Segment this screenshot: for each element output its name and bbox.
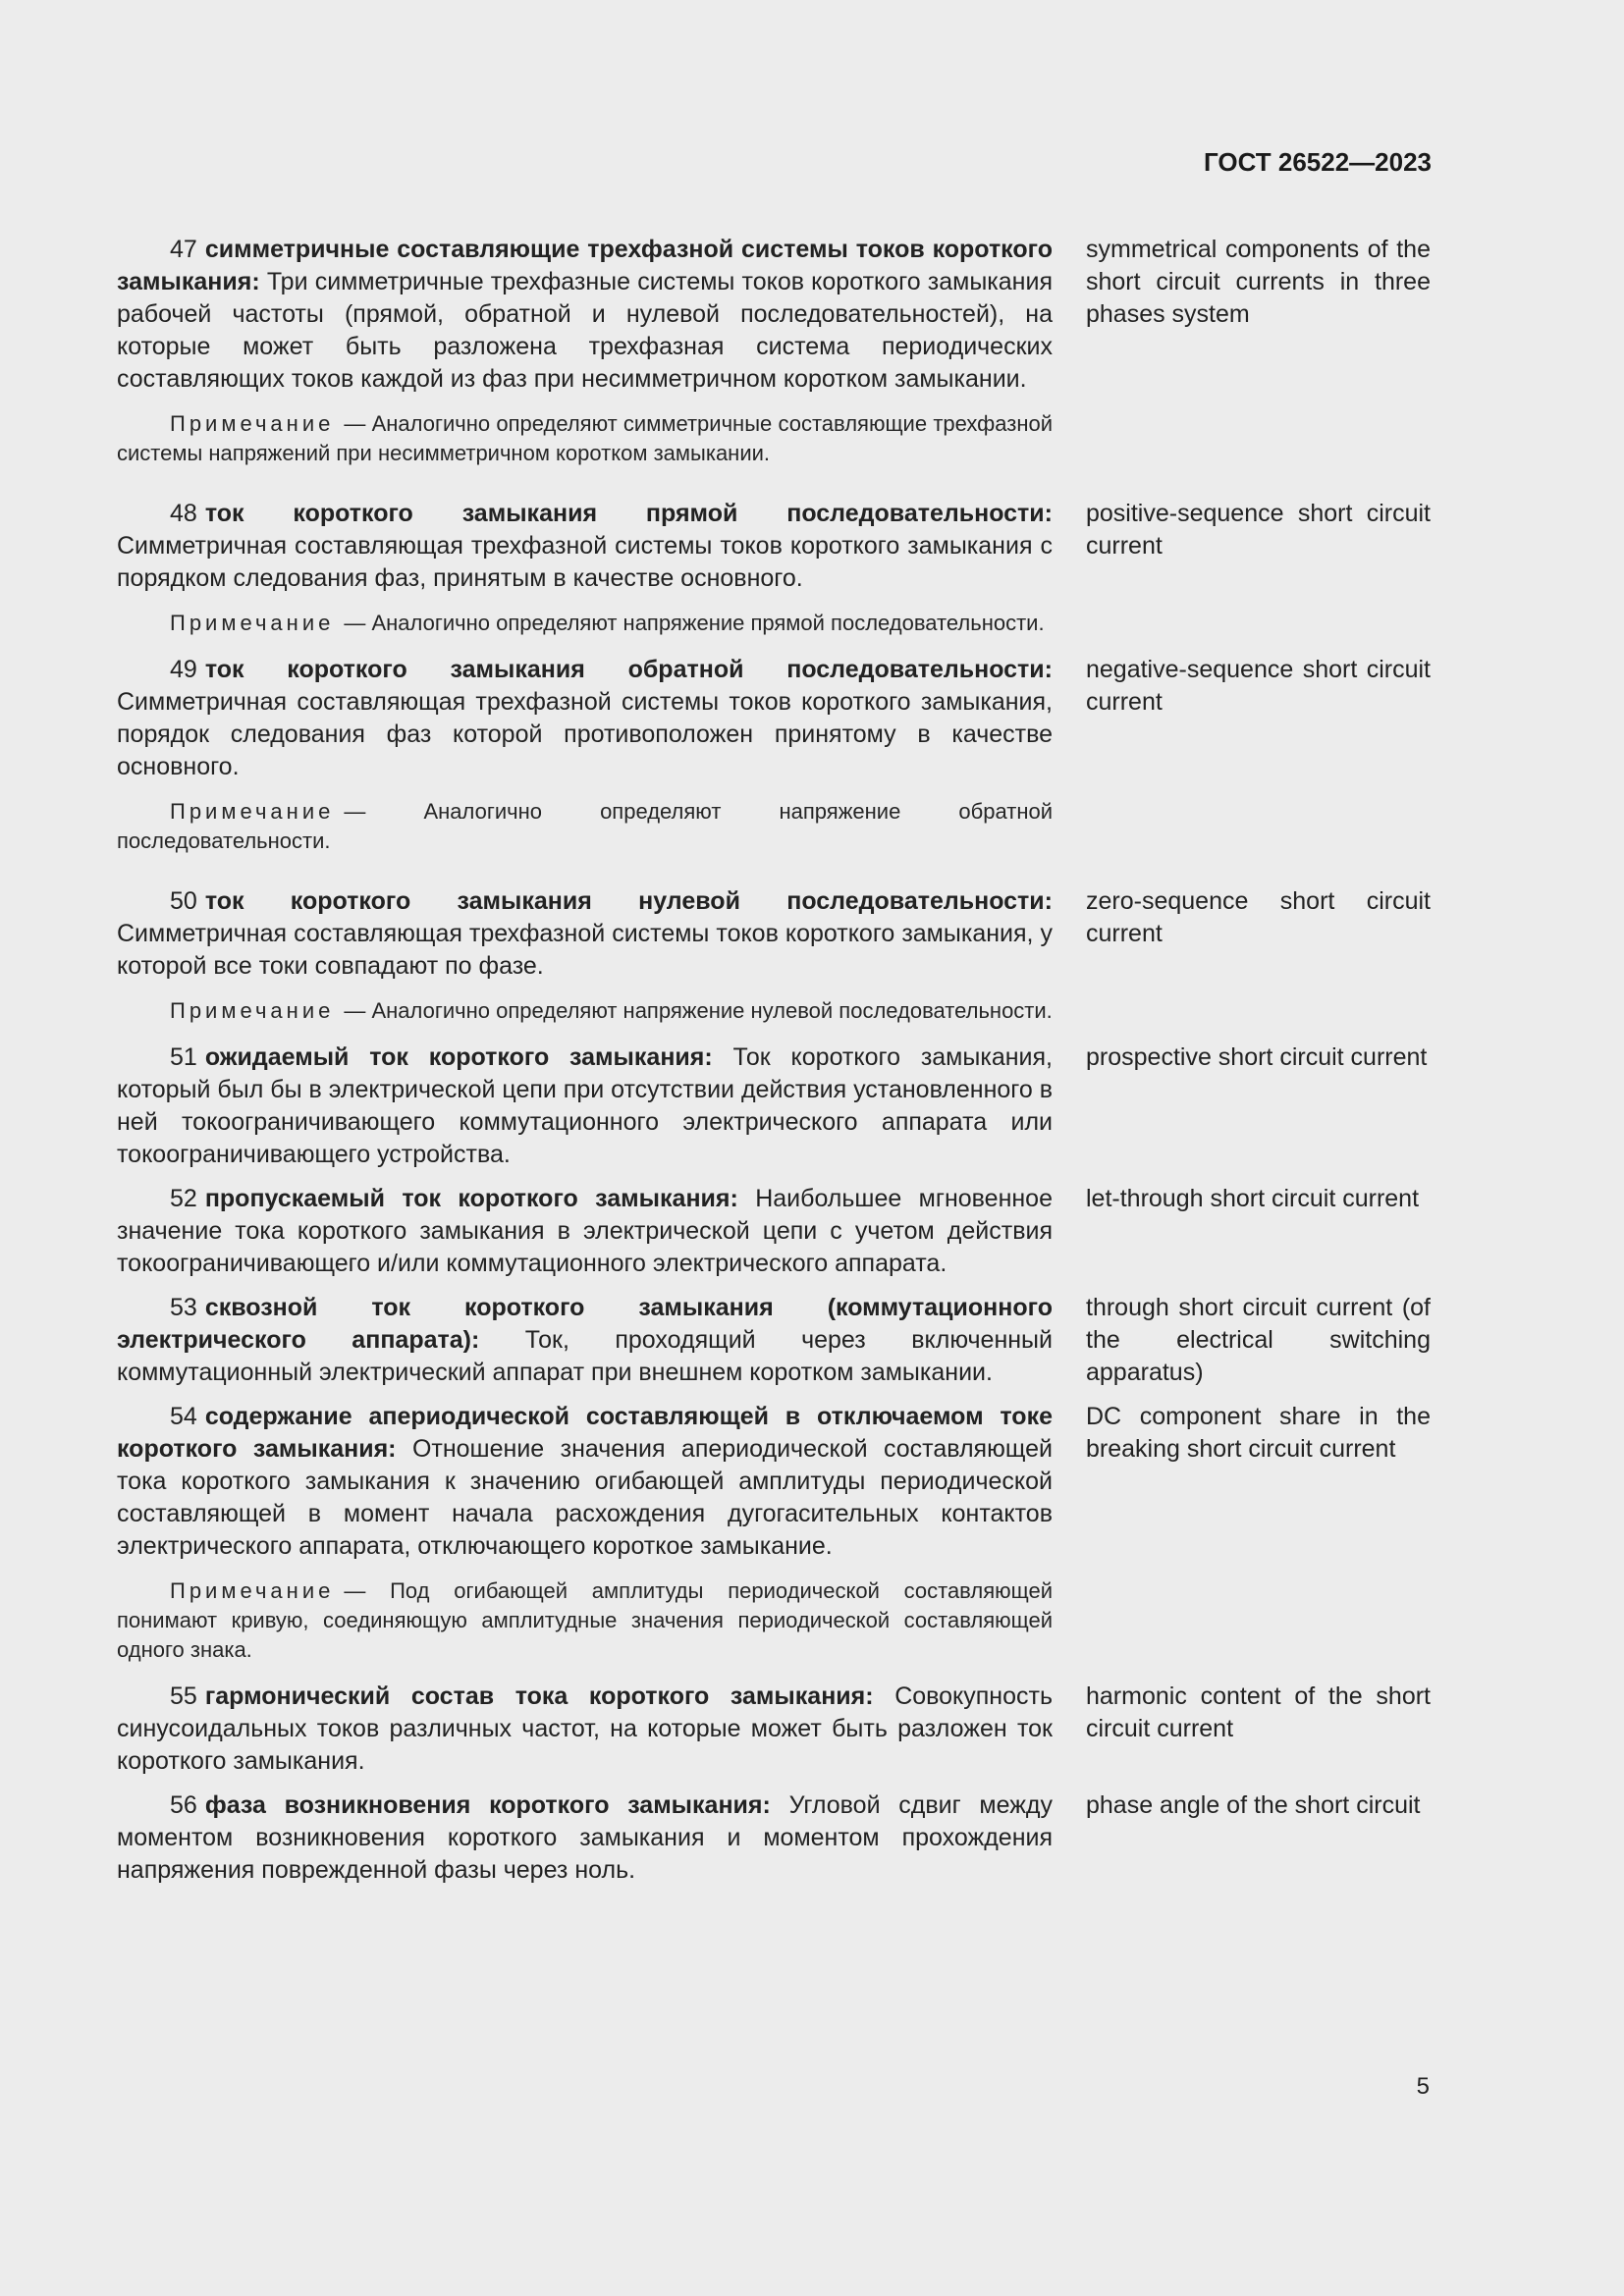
page-number: 5 [1416,2073,1430,2100]
term-definition-text: Ток короткого замыкания, который был бы в электрической цепи при отсутствии действия установленного в ней токоограничивающего коммутационного электрического аппарата или токоограничивающего устройства. [117,1043,1054,1168]
note-label: Примечание [170,611,335,635]
term-definition-ru [117,1183,1053,1280]
term-name: ток короткого замыкания прямой последовательности: [204,500,1053,527]
note-label: Примечание [170,799,335,824]
term-english: zero-sequence short circuit current [1086,887,1431,947]
term-number: 49 [170,656,197,683]
term-entry-52 [117,1183,1431,1280]
term-definition-text: Совокупность синусоидальных токов различных частот, на которые может быть разложен ток короткого замыкания. [117,1682,1053,1775]
term-name: фаза возникновения короткого замыкания: [204,1791,771,1819]
term-english: symmetrical components of the short circuit currents in three phases system [1086,236,1431,328]
term-definition-text: Три симметричные трехфазные системы токов короткого замыкания рабочей частоты (прямой, обратной и нулевой последовательностей), на которые может быть разложена трехфазная система периодических составляющих токов каждой из фаз при несимметричном коротком замыкании. [117,268,1053,393]
note-text: — Под огибающей амплитуды периодической составляющей понимают кривую, соединяющую амплитудные значения периодической составляющей одного знака. [117,1578,1053,1662]
term-english: positive-sequence short circuit current [1086,500,1431,560]
term-name: ток короткого замыкания нулевой последовательности: [204,887,1053,915]
term-definition-text: Отношение значения апериодической составляющей тока короткого замыкания к значению огибающей амплитуды периодической составляющей в момент начала расхождения дугогасительных контактов электрического аппарата, отключающего короткое замыкание. [117,1435,1053,1560]
note-text: — Аналогично определяют напряжение обратной последовательности. [117,799,1053,853]
term-definition-ru [117,885,1053,983]
term-definition-text: Симметричная составляющая трехфазной системы токов короткого замыкания, у которой все токи совпадают по фазе. [117,920,1053,980]
term-name: ожидаемый ток короткого замыкания: [204,1043,713,1071]
terms-list [117,234,1431,1887]
term-definition-text: Угловой сдвиг между моментом возникновения короткого замыкания и моментом прохождения напряжения поврежденной фазы через ноль. [117,1791,1054,1884]
term-number: 50 [170,887,197,915]
term-entry-50 [117,885,1431,983]
term-english: through short circuit current (of the electrical switching apparatus) [1086,1294,1431,1386]
term-english: prospective short circuit current [1086,1043,1428,1071]
term-english: harmonic content of the short circuit current [1086,1682,1431,1742]
term-definition-text: Наибольшее мгновенное значение тока короткого замыкания в электрической цепи с учетом действия токоограничивающего и/или коммутационного электрического аппарата. [117,1185,1053,1277]
note-text: — Аналогично определяют напряжение нулевой последовательности. [344,998,1053,1023]
term-note-47 [117,409,1053,468]
term-number: 53 [170,1294,197,1321]
term-english: let-through short circuit current [1086,1185,1420,1212]
term-number: 51 [170,1043,197,1071]
term-definition-ru [117,1041,1053,1171]
term-definition-ru [117,1292,1053,1389]
term-definition-ru [117,1789,1053,1887]
term-number: 47 [170,236,197,263]
term-english: negative-sequence short circuit current [1086,656,1431,716]
term-name: содержание апериодической составляющей в отключаемом токе короткого замыкания: [117,1403,1053,1463]
term-entry-53 [117,1292,1431,1389]
term-entry-48 [117,498,1431,595]
term-entry-56 [117,1789,1431,1887]
term-definition-ru [117,498,1053,595]
term-name: ток короткого замыкания обратной последовательности: [204,656,1053,683]
term-note-49 [117,797,1053,856]
term-entry-49 [117,654,1431,783]
term-number: 52 [170,1185,197,1212]
note-text: — Аналогично определяют симметричные составляющие трехфазной системы напряжений при несимметричном коротком замыкании. [117,411,1053,465]
term-entry-54 [117,1401,1431,1563]
term-definition-ru [117,1681,1053,1778]
term-number: 55 [170,1682,197,1710]
term-definition-text: Симметричная составляющая трехфазной системы токов короткого замыкания, порядок следования фаз которой противоположен принятому в качестве основного. [117,688,1053,780]
note-label: Примечание [170,1578,335,1603]
note-label: Примечание [170,998,335,1023]
term-entry-55 [117,1681,1431,1778]
term-number: 48 [170,500,197,527]
term-name: гармонический состав тока короткого замыкания: [204,1682,874,1710]
term-number: 56 [170,1791,197,1819]
term-english: phase angle of the short circuit [1086,1791,1421,1819]
term-entry-47 [117,234,1431,396]
term-note-54 [117,1576,1053,1665]
term-entry-51 [117,1041,1431,1171]
term-definition-text: Симметричная составляющая трехфазной системы токов короткого замыкания с порядком следования фаз, принятым в качестве основного. [117,532,1053,592]
term-name: пропускаемый ток короткого замыкания: [204,1185,738,1212]
note-text: — Аналогично определяют напряжение прямой последовательности. [344,611,1045,635]
term-definition-ru [117,654,1053,783]
term-english: DC component share in the breaking short circuit current [1086,1403,1431,1463]
term-definition-text: Ток, проходящий через включенный коммутационный электрический аппарат при внешнем коротком замыкании. [117,1326,1053,1386]
term-note-48 [117,609,1053,638]
standard-code: ГОСТ 26522—2023 [1204,147,1432,177]
term-definition-ru [117,1401,1053,1563]
term-definition-ru [117,234,1053,396]
note-label: Примечание [170,411,335,436]
term-name: симметричные составляющие трехфазной системы токов короткого замыкания: [117,236,1053,295]
term-name: сквозной ток короткого замыкания (коммутационного электрического аппарата): [117,1294,1053,1354]
term-number: 54 [170,1403,197,1430]
term-note-50 [117,996,1053,1026]
